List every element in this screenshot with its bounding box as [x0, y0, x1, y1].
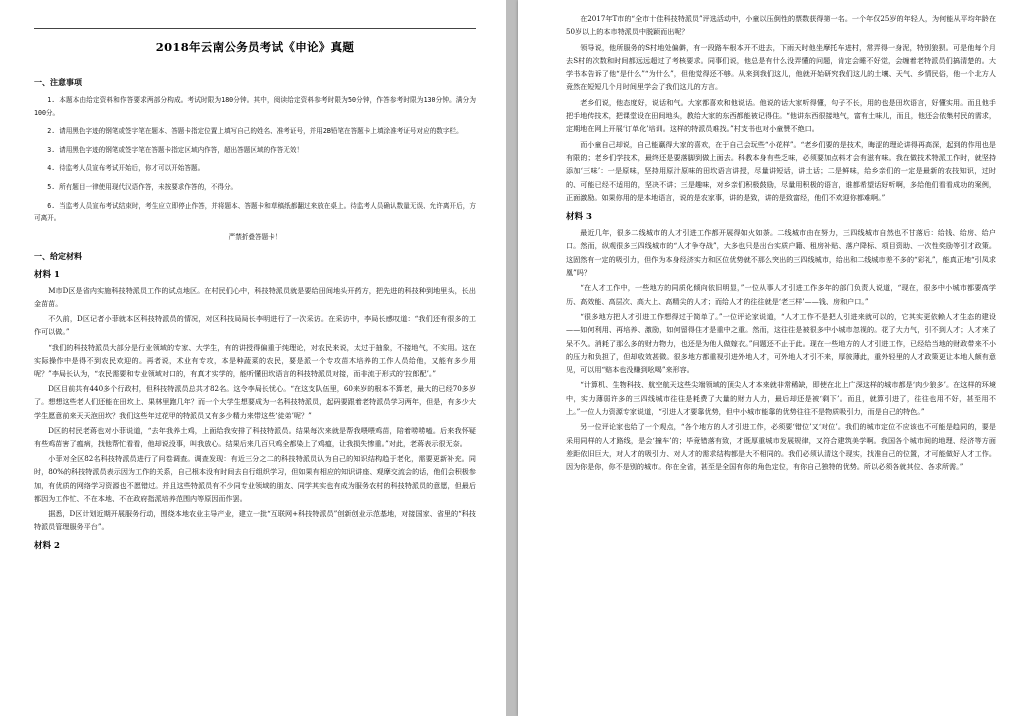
- material-3-heading: 材料 3: [566, 212, 592, 223]
- document-page-right: [518, 0, 1024, 716]
- material-1-heading: 材料 1: [34, 269, 60, 280]
- page-gap: [506, 0, 518, 716]
- paragraph: 领导说，他所服务的S村地处偏僻，有一段路车根本开不进去，下雨天时他坐摩托车进村，常弄得一身泥，特别狼狈。可是他每个月去S村的次数和时间都远远超过了考核要求。同事们说，他总是有什么没弄懂的问题，肯定会睡不好觉，会缠着老特派员们搞清楚的。大学书本告诉了他“是什么”“为什么”，但他觉得还不够。从来到我们这儿，他就开始研究我们这儿的土壤、天气、乡情民俗，他一个北方人竟然在短短几个月时间里学会了我们这儿的方言。: [566, 42, 996, 92]
- paragraph: 不久前，D区记者小菲就本区科技特派员的情况，对区科技局局长李明进行了一次采访。在采访中，李局长感叹道：“我们还有很多的工作可以做。”: [34, 314, 476, 337]
- paragraph: “计算机、生物科技、航空航天这些尖端领域的顶尖人才本来就非常稀缺，即使在北上广深这样的城市都是‘肉少狼多’。在这样的环境中，实力薄弱许多的三四线城市往往是耗费了大量的财力人力，最后却还是被‘剩下’。而且，就算引进了，往往也用不好，甚至用不上。”一位人力资源专家说道，“引进人才要靠优势，但中小城市能靠的优势往往不是物质吸引力，而是自己的特色。”: [566, 380, 996, 417]
- note-item: 4. 待监考人员宣布考试开始后，你才可以开始答题。: [47, 164, 205, 173]
- paragraph: 小菲对全区82名科技特派员进行了问卷调查。调查发现：有近三分之二的科技特派员认为自己的知识结构趋于老化，需要更新补充。同时，80%的科技特派员表示因为工作的关系，自己根本没有时间去自行组织学习，但如果有相应的知识讲座、观摩交流会的话，他们会积极参加，有优质的网络学习资源也不愿错过。并且这些特派员有不少同专业领域的朋友、同学其实也有成为服务农村的科技特派员的意愿，但最后都因为工作忙、不在本地、不在政府指派培养范围内等原因而作罢。: [34, 454, 476, 503]
- note-item: 2. 请用黑色字迹的钢笔或签字笔在题本、答题卡指定位置上填写自己的姓名、准考证号，并用2B铅笔在答题卡上填涂准考证号对应的数字栏。: [47, 127, 463, 136]
- document-page-left: [0, 0, 506, 716]
- notice-heading: 一、注意事项: [34, 77, 82, 87]
- paragraph: 据悉，D区计划近期开展服务行动，围绕本地农业主导产业，建立一批“互联网+科技特派员”创新创业示范基地，对接国家、省里的“科技特派员管理服务平台”。: [34, 509, 476, 532]
- note-item: 6. 当监考人员宣布考试结束时，考生应立即停止作答，并将题本、答题卡和草稿纸都翻过来放在桌上。待监考人员确认数量无误、允许离开后，方可离开。: [34, 201, 476, 223]
- note-item: 1. 本题本由给定资料和作答要求两部分构成。考试时限为180分钟。其中，阅读给定资料参考时限为50分钟，作答参考时限为130分钟。满分为100分。: [34, 96, 476, 117]
- paragraph: D区目前共有440多个行政村，但科技特派员总共才82名。这令李局长忧心。“在这支队伍里，60来岁的根本不算老，最大的已经70多岁了。想想这些老人们还能在田坎上、果林里跑几年？而一个大学生想要成为一名科技特派员，起码要跟着老特派员学习两年，但是，有多少大学生愿意前来天天泡田坎？我们这些年过花甲的特派员又有多少精力来带这些‘徒弟’呢？”: [34, 384, 476, 420]
- note-item: 3. 请用黑色字迹的钢笔或签字笔在答题卡指定区域内作答，超出答题区域的作答无效！: [47, 145, 304, 154]
- note-item: 5. 所有题目一律使用现代汉语作答，未按要求作答的，不得分。: [47, 182, 238, 191]
- page-title: 2018年云南公务员考试《申论》真题: [155, 40, 355, 54]
- paragraph: “我们的科技特派员大部分是行业领域的专家、大学生，有的讲授得偏重于纯理论，对农民来说，太过于抽象，不接地气，不实用。这在实际操作中是得不到农民欢迎的。再者说，术业有专攻，本是种蔬菜的农民，要是派一个专攻苗木培养的工作人员给他，又能有多少用呢？”李局长认为，“农民需要和专业领域对口的，有真才实学的，能听懂田坎语言的科技特派员对接，而非流于形式的‘拉郎配’。”: [34, 342, 476, 378]
- paragraph: 在2017年T市的“全市十佳科技特派员”评选活动中，小童以压倒性的票数获得第一名。一个年仅25岁的年轻人，为何能从平均年龄在50岁以上的本市特派员中脱颖而出呢？: [566, 14, 996, 37]
- paragraph: D区的村民老蒋也对小菲说道，“去年我养土鸡，上面给我安排了科技特派员。结果每次来就是帮我喂喂鸡苗，陪着唠唠嗑。后来我怀疑有些鸡苗害了瘟病，找他帮忙看看，他却说没事，叫我放心。结果后来几百只鸡全都染上了鸡瘟，让我损失惨重。”对此，老蒋表示很无奈。: [34, 425, 476, 448]
- paragraph: “很多地方把人才引进工作想得过于简单了。”一位评论家说道，“人才工作不是把人引进来就可以的，它其实更依赖人才生态的建设——如何利用、再培养、激励，如何留得住才是重中之重。然而，这往往是被很多中小城市忽视的。花了大力气，引不到人才；人才来了呆不久。消耗了那么多的财力物力，也还是为他人做嫁衣。”问题还不止于此。现在一些地方的人才引进工作，已经给当地的财政带来不小的压力和负担了，但却收效甚微。很多地方都重视引进外地人才，可外地人才引不来，厚彼薄此，重外轻里的人才政策更让本地人颇有意见，可以用“赔本也没赚到吆喝”来形容。: [566, 311, 996, 375]
- paragraph: M市D区是省内实施科技特派员工作的试点地区。在村民们心中，科技特派员就是要给田间地头开药方，把先进的科技种到地里头，长出金苗苗。: [34, 285, 476, 308]
- materials-heading: 一、给定材料: [34, 250, 82, 261]
- notice-footer: 严禁折叠答题卡！: [228, 232, 282, 241]
- top-rule: [34, 28, 476, 29]
- paragraph: 最近几年，很多二线城市的人才引进工作都开展得如火如荼。二线城市由在努力，三四线城市自然也不甘落后：给钱、给房、给户口。然而，纵观很多三四线城市的“人才争夺战”，大多也只是出台实质户籍、租房补贴、落户降标、项目资助、一次性奖励等引才政策。这固然有一定的吸引力，但作为本身经济实力和区位优势就不那么突出的三四线城市，给出和二线城市差不多的“彩礼”，能真正地“引凤求凰”吗？: [566, 228, 996, 278]
- paragraph: 另一位评论家也给了一个观点，“各个地方的人才引进工作，必须要‘错位’又‘对位’。我们的城市定位不应该也不可能是趋同的，要是采用同样的人才路线，是会‘撞车’的；毕竟错落有致，才既厚重城市发展规律，又符合建筑美学啊。我国各个城市间的地理、经济等方面差距依旧巨大，对人才的吸引力、对人才的需求结构都是大不相同的。我们必须认清这个现实，找准自己的位置，才可能做好人才工作。因为你是你，你不是别的城市。你在全省，甚至是全国有你的角色定位，有你自己独特的优势。所以必须各就其位、各求所需。”: [566, 422, 996, 472]
- paragraph: 老乡们说，他态度好，说话和气。大家都喜欢和他说话。他说的话大家听得懂，句子不长，用的也是田坎语言，好懂实用。而且他手把手地传技术，把课堂设在田间地头，教给大家的东西都能被记得住。“他讲东西很接地气，富有土味儿，而且，他还会依集村民的需求，定期地在网上开展‘订单化’培训。这样的特派员难找。”村支书也对小童赞不绝口。: [566, 97, 996, 134]
- paragraph: 而小童自己却说，自己能赢得大家的喜欢，在于自己会玩些“小花样”。“老乡们要的是技术，晦涩的理论讲得再高深，起到的作用也是有限的；老乡们学技术，最终还是要落脚到做上面去。科教本身有些乏味，必须要加点料才会有滋有味。我在做技术特派工作时，就坚持添加‘三味’：一是原味，坚持用原汁原味的田坎语言讲授，尽量讲短话，讲土话；二是鲜味，给乡亲们的一定是最新的农技知识，过时的、可能已经不适用的，坚决不讲；三是趣味，对乡亲们积极鼓励，尽量用积极的语言，谁都希望话好听啊，多给他们看看成功的案例，正面激励。如果你用的是本地语言，说的是农家事，讲的是致，讲的是致富经，他们不欢迎你都难啊。”: [566, 139, 996, 202]
- paragraph: “在人才工作中，一些地方的同质化倾向依旧明显，”一位从事人才引进工作多年的部门负责人说道，“现在，很多中小城市都要高学历、高效能、高层次、高大上、高精尖的人才；而给人才的往往就是‘老三样’——钱、房和户口。”: [566, 283, 996, 306]
- material-2-heading: 材料 2: [34, 541, 60, 552]
